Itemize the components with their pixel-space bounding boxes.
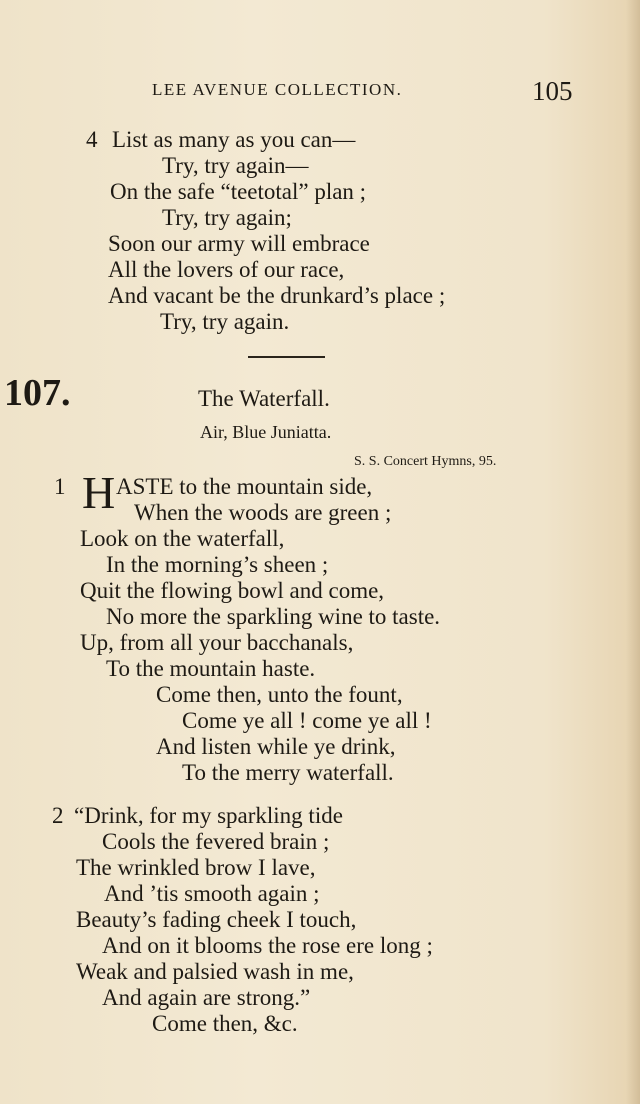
verse-line: And on it blooms the rose ere long ; xyxy=(102,933,433,958)
page-edge-shadow xyxy=(626,0,640,1104)
verse-line: Come then, &c. xyxy=(152,1011,298,1036)
verse-line: Try, try again. xyxy=(160,309,290,334)
verse-line: Soon our army will embrace xyxy=(108,231,370,256)
page-number: 105 xyxy=(532,76,573,106)
drop-cap: H xyxy=(82,467,116,518)
tune-name: Air, Blue Juniatta. xyxy=(200,422,332,442)
stanza-number: 1 xyxy=(54,474,66,499)
hymn-title: The Waterfall. xyxy=(198,386,330,411)
verse-line: And again are strong.” xyxy=(102,985,311,1010)
verse-line: The wrinkled brow I lave, xyxy=(76,855,316,880)
stanza-number: 4 xyxy=(86,127,98,152)
verse-line: And vacant be the drunkard’s place ; xyxy=(108,283,446,308)
verse-line: Quit the flowing bowl and come, xyxy=(80,578,385,603)
verse-line: To the mountain haste. xyxy=(106,656,316,681)
verse-line: Try, try again— xyxy=(162,153,309,178)
verse-line: Cools the fevered brain ; xyxy=(102,829,330,854)
verse-line: List as many as you can— xyxy=(112,127,356,152)
verse-line: ASTE to the mountain side, xyxy=(116,474,373,499)
source-reference: S. S. Concert Hymns, 95. xyxy=(354,454,497,469)
verse-line: Weak and palsied wash in me, xyxy=(76,959,354,984)
verse-line: Look on the waterfall, xyxy=(80,526,285,551)
page-header xyxy=(0,76,640,106)
chorus-line: To the merry waterfall. xyxy=(182,760,394,785)
chorus-line: Come then, unto the fount, xyxy=(156,682,403,707)
verse-line: No more the sparkling wine to taste. xyxy=(106,604,441,629)
verse-line: Try, try again; xyxy=(162,205,292,230)
stanza-number: 2 xyxy=(52,803,64,828)
verse-line: When the woods are green ; xyxy=(134,500,392,525)
section-divider xyxy=(248,356,325,358)
verse-line: “Drink, for my sparkling tide xyxy=(74,803,343,828)
verse-line: In the morning’s sheen ; xyxy=(106,552,329,577)
running-head: LEE AVENUE COLLECTION. xyxy=(152,80,403,99)
verse-line: On the safe “teetotal” plan ; xyxy=(110,179,367,204)
verse-line: Up, from all your bacchanals, xyxy=(80,630,354,655)
verse-line: Beauty’s fading cheek I touch, xyxy=(76,907,357,932)
chorus-line: Come ye all ! come ye all ! xyxy=(182,708,432,733)
chorus-line: And listen while ye drink, xyxy=(156,734,396,759)
verse-line: All the lovers of our race, xyxy=(108,257,345,282)
hymn-number: 107. xyxy=(4,372,71,414)
verse-line: And ’tis smooth again ; xyxy=(104,881,320,906)
